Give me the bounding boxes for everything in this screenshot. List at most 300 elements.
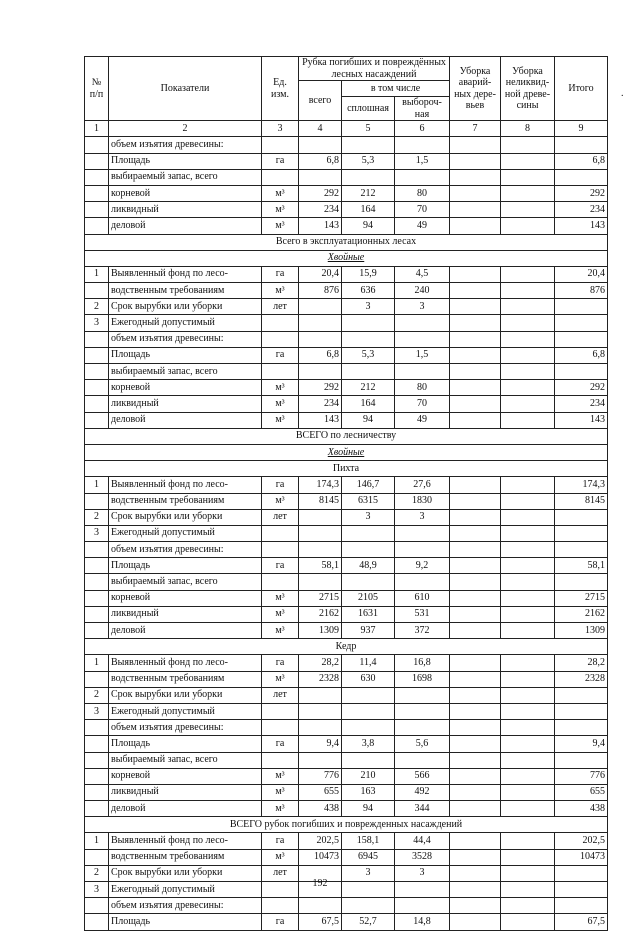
row-value: 1309	[299, 623, 342, 639]
row-value	[501, 736, 555, 752]
table-row	[85, 525, 608, 541]
table-row	[85, 218, 608, 234]
row-value	[299, 703, 342, 719]
row-label: деловой	[109, 412, 262, 428]
section-heading-row	[85, 428, 608, 444]
row-value: 16,8	[395, 655, 450, 671]
row-num: 3	[85, 315, 109, 331]
row-value: 234	[299, 396, 342, 412]
row-value	[555, 299, 608, 315]
row-value: 636	[342, 283, 395, 299]
row-label: деловой	[109, 218, 262, 234]
row-value	[450, 542, 501, 558]
row-unit: га	[262, 558, 299, 574]
row-value	[450, 574, 501, 590]
row-num	[85, 542, 109, 558]
row-value	[299, 509, 342, 525]
row-label: объем изъятия древесины:	[109, 137, 262, 153]
table-row	[85, 720, 608, 736]
row-value: 240	[395, 283, 450, 299]
row-value	[342, 169, 395, 185]
row-unit	[262, 542, 299, 558]
subsection-heading-row	[85, 250, 608, 266]
row-value: 27,6	[395, 477, 450, 493]
row-value: 70	[395, 396, 450, 412]
row-value: 94	[342, 801, 395, 817]
row-num	[85, 590, 109, 606]
row-value	[555, 542, 608, 558]
header-total: всего	[299, 81, 342, 121]
row-value	[299, 687, 342, 703]
row-value: 58,1	[299, 558, 342, 574]
table-row	[85, 606, 608, 622]
table-row	[85, 558, 608, 574]
row-value	[501, 137, 555, 153]
row-num	[85, 137, 109, 153]
row-unit: га	[262, 477, 299, 493]
colnum: 7	[450, 121, 501, 137]
header-selective: выбороч-ная	[395, 97, 450, 121]
row-value	[501, 202, 555, 218]
row-unit: га	[262, 914, 299, 930]
row-value	[501, 801, 555, 817]
forest-felling-table	[84, 56, 608, 931]
row-value	[555, 703, 608, 719]
row-value: 630	[342, 671, 395, 687]
row-num	[85, 849, 109, 865]
row-unit	[262, 752, 299, 768]
table-row	[85, 315, 608, 331]
table-header	[85, 57, 608, 137]
table-row	[85, 574, 608, 590]
row-value: 8145	[555, 493, 608, 509]
row-value	[299, 525, 342, 541]
row-num	[85, 623, 109, 639]
row-value: 143	[555, 412, 608, 428]
row-value	[299, 364, 342, 380]
row-unit: м³	[262, 784, 299, 800]
row-value: 655	[299, 784, 342, 800]
row-value	[501, 671, 555, 687]
row-unit	[262, 898, 299, 914]
species-heading: ВСЕГО рубок погибших и поврежденных насаждений	[85, 817, 608, 833]
row-value	[450, 315, 501, 331]
row-value: 372	[395, 623, 450, 639]
row-value	[299, 720, 342, 736]
row-value	[555, 331, 608, 347]
row-num	[85, 185, 109, 201]
row-value: 2715	[555, 590, 608, 606]
row-value	[395, 542, 450, 558]
row-value: 5,6	[395, 736, 450, 752]
row-value	[450, 558, 501, 574]
row-unit	[262, 574, 299, 590]
table-row	[85, 493, 608, 509]
row-value: 164	[342, 202, 395, 218]
row-value	[501, 558, 555, 574]
row-value: 52,7	[342, 914, 395, 930]
row-value: 3,8	[342, 736, 395, 752]
table-row	[85, 509, 608, 525]
header-clear: сплошная	[342, 97, 395, 121]
row-value: 164	[342, 396, 395, 412]
row-value	[501, 752, 555, 768]
row-unit	[262, 720, 299, 736]
row-value: 146,7	[342, 477, 395, 493]
row-value	[555, 169, 608, 185]
table-body	[85, 137, 608, 930]
row-unit: м³	[262, 202, 299, 218]
row-value	[501, 364, 555, 380]
row-value: 10473	[299, 849, 342, 865]
row-value: 49	[395, 412, 450, 428]
row-value	[501, 590, 555, 606]
row-value: 776	[299, 768, 342, 784]
row-value	[501, 687, 555, 703]
row-value: 6,8	[299, 153, 342, 169]
row-unit	[262, 364, 299, 380]
row-unit: м³	[262, 185, 299, 201]
row-unit: га	[262, 153, 299, 169]
row-value: 210	[342, 768, 395, 784]
colnum: 1	[85, 121, 109, 137]
row-label: деловой	[109, 623, 262, 639]
row-value: 1309	[555, 623, 608, 639]
row-value	[342, 315, 395, 331]
row-value: 492	[395, 784, 450, 800]
row-value: 9,4	[299, 736, 342, 752]
row-value	[395, 574, 450, 590]
row-value	[299, 137, 342, 153]
header-felling: Рубка погибших и повреждённых лесных насаждений	[299, 57, 450, 81]
row-value	[450, 849, 501, 865]
row-label: выбираемый запас, всего	[109, 169, 262, 185]
species-heading: Пихта	[85, 461, 608, 477]
row-unit: м³	[262, 768, 299, 784]
row-value	[450, 493, 501, 509]
row-value: 438	[555, 801, 608, 817]
row-value	[501, 331, 555, 347]
row-value	[450, 671, 501, 687]
row-num	[85, 493, 109, 509]
row-label: водственным требованиям	[109, 283, 262, 299]
row-value: 28,2	[555, 655, 608, 671]
row-value: 566	[395, 768, 450, 784]
row-label: водственным требованиям	[109, 849, 262, 865]
table-row	[85, 412, 608, 428]
column-number-row	[85, 121, 608, 137]
row-label: Срок вырубки или уборки	[109, 509, 262, 525]
row-label: объем изъятия древесины:	[109, 898, 262, 914]
row-value	[555, 525, 608, 541]
row-value	[395, 169, 450, 185]
row-unit: м³	[262, 623, 299, 639]
row-value: 2162	[555, 606, 608, 622]
row-unit: м³	[262, 671, 299, 687]
row-value: 2715	[299, 590, 342, 606]
row-value	[299, 898, 342, 914]
table-row	[85, 833, 608, 849]
row-value: 80	[395, 185, 450, 201]
row-value: 292	[555, 185, 608, 201]
row-value: 4,5	[395, 266, 450, 282]
row-value: 3	[395, 509, 450, 525]
subsection-heading: Хвойные	[85, 444, 608, 460]
subsection-heading-row	[85, 444, 608, 460]
row-value	[450, 509, 501, 525]
row-value	[395, 364, 450, 380]
row-value: 6945	[342, 849, 395, 865]
row-value: 1698	[395, 671, 450, 687]
row-label: объем изъятия древесины:	[109, 542, 262, 558]
row-value	[299, 315, 342, 331]
table-row	[85, 542, 608, 558]
row-num: 1	[85, 833, 109, 849]
row-unit: га	[262, 347, 299, 363]
table-row	[85, 153, 608, 169]
row-value: 234	[555, 202, 608, 218]
row-value: 234	[555, 396, 608, 412]
row-value: 6,8	[555, 153, 608, 169]
row-value: 876	[299, 283, 342, 299]
row-num	[85, 574, 109, 590]
row-unit: м³	[262, 412, 299, 428]
row-value: 143	[299, 218, 342, 234]
row-value: 5,3	[342, 347, 395, 363]
table-row	[85, 283, 608, 299]
row-value	[395, 315, 450, 331]
row-num: 1	[85, 655, 109, 671]
row-value	[450, 331, 501, 347]
row-value: 44,4	[395, 833, 450, 849]
table-row	[85, 768, 608, 784]
row-value	[395, 525, 450, 541]
row-unit: га	[262, 833, 299, 849]
row-value: 2328	[299, 671, 342, 687]
row-unit	[262, 169, 299, 185]
row-value	[501, 509, 555, 525]
row-value	[501, 493, 555, 509]
margin-mark: .	[621, 88, 624, 99]
header-num: № п/п	[85, 57, 109, 121]
row-value: 163	[342, 784, 395, 800]
row-value: 212	[342, 185, 395, 201]
colnum: 5	[342, 121, 395, 137]
row-label: объем изъятия древесины:	[109, 720, 262, 736]
row-unit: м³	[262, 849, 299, 865]
row-num	[85, 801, 109, 817]
table-row	[85, 736, 608, 752]
row-value	[299, 331, 342, 347]
row-value	[450, 169, 501, 185]
row-value	[450, 898, 501, 914]
row-value: 3	[395, 865, 450, 881]
row-value	[555, 720, 608, 736]
row-value	[450, 202, 501, 218]
row-value	[342, 898, 395, 914]
row-value	[450, 606, 501, 622]
table-row	[85, 169, 608, 185]
row-value	[299, 169, 342, 185]
row-value	[450, 623, 501, 639]
row-value: 438	[299, 801, 342, 817]
row-value: 1,5	[395, 153, 450, 169]
row-value	[395, 898, 450, 914]
row-value	[450, 137, 501, 153]
row-value: 20,4	[299, 266, 342, 282]
table-row	[85, 752, 608, 768]
row-num: 2	[85, 299, 109, 315]
row-label: водственным требованиям	[109, 493, 262, 509]
section-heading: ВСЕГО по лесничеству	[85, 428, 608, 444]
table-row	[85, 266, 608, 282]
row-num	[85, 671, 109, 687]
section-heading-row	[85, 234, 608, 250]
row-value	[395, 752, 450, 768]
row-value: 67,5	[555, 914, 608, 930]
species-heading-row	[85, 817, 608, 833]
row-num: 1	[85, 477, 109, 493]
row-label: корневой	[109, 380, 262, 396]
header-unit: Ед. изм.	[262, 57, 299, 121]
row-value	[555, 509, 608, 525]
table-row	[85, 477, 608, 493]
row-num	[85, 153, 109, 169]
row-value	[342, 720, 395, 736]
row-unit: га	[262, 736, 299, 752]
row-unit	[262, 525, 299, 541]
row-value	[450, 525, 501, 541]
row-value: 292	[555, 380, 608, 396]
row-value	[501, 768, 555, 784]
row-value: 49	[395, 218, 450, 234]
row-unit: га	[262, 655, 299, 671]
row-value	[501, 542, 555, 558]
row-num	[85, 331, 109, 347]
row-value: 20,4	[555, 266, 608, 282]
page-number: 192	[312, 878, 328, 889]
table-row	[85, 703, 608, 719]
row-label: Срок вырубки или уборки	[109, 299, 262, 315]
row-unit: лет	[262, 865, 299, 881]
row-label: Срок вырубки или уборки	[109, 865, 262, 881]
subsection-heading: Хвойные	[85, 250, 608, 266]
table-row	[85, 202, 608, 218]
row-value	[501, 380, 555, 396]
row-value	[450, 477, 501, 493]
table-row	[85, 655, 608, 671]
row-label: Выявленный фонд по лесо-	[109, 833, 262, 849]
row-label: корневой	[109, 185, 262, 201]
row-num	[85, 736, 109, 752]
row-value	[501, 606, 555, 622]
row-label: выбираемый запас, всего	[109, 574, 262, 590]
row-num	[85, 169, 109, 185]
row-value	[450, 153, 501, 169]
row-value: 3528	[395, 849, 450, 865]
row-label: Площадь	[109, 347, 262, 363]
table-row	[85, 849, 608, 865]
row-value	[501, 299, 555, 315]
row-label: ликвидный	[109, 606, 262, 622]
row-value: 876	[555, 283, 608, 299]
row-value	[501, 412, 555, 428]
row-unit	[262, 137, 299, 153]
row-label: корневой	[109, 590, 262, 606]
row-value: 8145	[299, 493, 342, 509]
row-value	[342, 687, 395, 703]
row-value	[501, 784, 555, 800]
row-num	[85, 768, 109, 784]
table-row	[85, 801, 608, 817]
row-unit: м³	[262, 380, 299, 396]
row-value	[342, 752, 395, 768]
row-value: 9,4	[555, 736, 608, 752]
row-num	[85, 558, 109, 574]
colnum: 9	[555, 121, 608, 137]
row-num	[85, 752, 109, 768]
header-indicators: Показатели	[109, 57, 262, 121]
row-num: 3	[85, 882, 109, 898]
row-value	[450, 784, 501, 800]
row-value: 3	[342, 865, 395, 881]
row-value: 2162	[299, 606, 342, 622]
row-value	[450, 299, 501, 315]
row-value: 15,9	[342, 266, 395, 282]
row-value: 3	[395, 299, 450, 315]
row-value	[501, 185, 555, 201]
row-label: деловой	[109, 801, 262, 817]
row-label: Ежегодный допустимый	[109, 525, 262, 541]
row-label: выбираемый запас, всего	[109, 364, 262, 380]
row-value	[501, 898, 555, 914]
row-value	[501, 218, 555, 234]
species-heading-row	[85, 639, 608, 655]
row-value	[450, 185, 501, 201]
row-value	[501, 266, 555, 282]
colnum: 2	[109, 121, 262, 137]
row-unit: м³	[262, 396, 299, 412]
row-value: 531	[395, 606, 450, 622]
row-unit: лет	[262, 299, 299, 315]
table-row	[85, 331, 608, 347]
row-num: 2	[85, 687, 109, 703]
row-value: 776	[555, 768, 608, 784]
row-value	[555, 752, 608, 768]
row-value	[342, 703, 395, 719]
row-num	[85, 283, 109, 299]
row-value	[450, 412, 501, 428]
section-heading: Всего в эксплуатационных лесах	[85, 234, 608, 250]
row-label: ликвидный	[109, 202, 262, 218]
row-value: 655	[555, 784, 608, 800]
row-value: 202,5	[555, 833, 608, 849]
row-label: ликвидный	[109, 784, 262, 800]
colnum: 3	[262, 121, 299, 137]
table-row	[85, 347, 608, 363]
row-unit: лет	[262, 687, 299, 703]
row-value: 174,3	[555, 477, 608, 493]
row-value	[342, 525, 395, 541]
row-value	[450, 218, 501, 234]
row-value	[299, 542, 342, 558]
row-value: 14,8	[395, 914, 450, 930]
row-label: Ежегодный допустимый	[109, 882, 262, 898]
header-itogo: Итого	[555, 57, 608, 121]
row-value	[342, 331, 395, 347]
header-including: в том числе	[342, 81, 450, 97]
table-row	[85, 590, 608, 606]
